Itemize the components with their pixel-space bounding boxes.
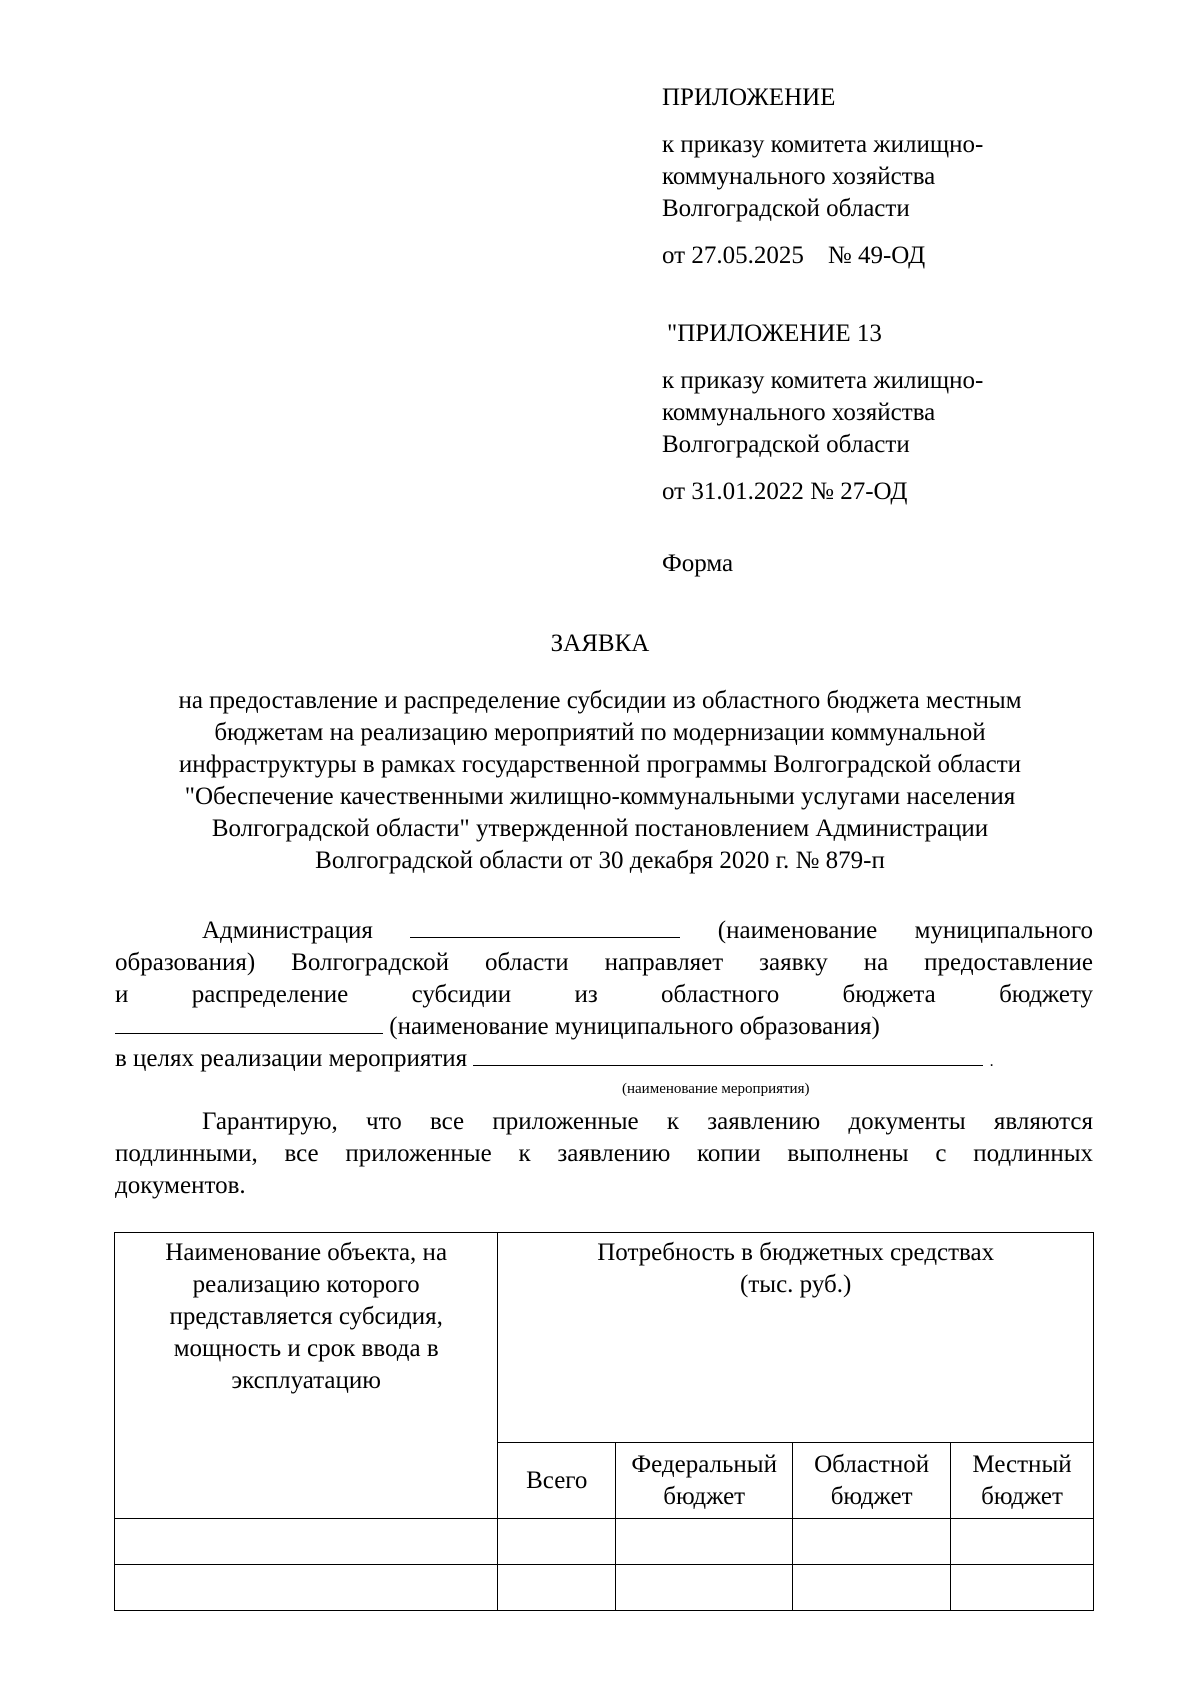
word: и — [115, 981, 129, 1008]
subtitle-line: на предоставление и распределение субсидии из областного бюджета местным — [178, 687, 1022, 714]
purpose-prefix: в целях реализации мероприятия — [115, 1045, 468, 1072]
form-label: Форма — [662, 550, 734, 577]
table-cell[interactable] — [951, 1519, 1094, 1565]
subtitle-line: бюджетам на реализацию мероприятий по модернизации коммунальной — [214, 719, 986, 746]
municipality-hint: (наименование муниципального — [717, 917, 1093, 944]
word: распределение — [191, 981, 349, 1008]
approval-order-line: к приказу комитета жилищно- — [662, 367, 984, 394]
col-regional-header — [793, 1443, 951, 1519]
approval-original — [667, 318, 1147, 350]
table-cell[interactable] — [616, 1519, 793, 1565]
municipality-hint-full: (наименование муниципального образования) — [389, 1013, 880, 1040]
need-header-cell — [498, 1233, 1094, 1443]
table-row — [115, 1565, 1094, 1611]
table-cell[interactable] — [616, 1565, 793, 1611]
header-line: представляется субсидия, — [169, 1303, 443, 1330]
header-line: (тыс. руб.) — [740, 1271, 852, 1298]
header-line: Федеральный — [631, 1450, 777, 1478]
subtitle-line: Волгоградской области от 30 декабря 2020 г. № 879-п — [315, 847, 885, 874]
approval-order-line: к приказу комитета жилищно- — [662, 131, 984, 158]
approval-order-line: коммунального хозяйства — [662, 399, 936, 426]
header-line: реализацию которого — [192, 1271, 420, 1298]
col-federal-header — [616, 1443, 793, 1519]
approval-number: № 49-ОД — [827, 242, 926, 269]
document-title: ЗАЯВКА — [550, 630, 650, 657]
application-text — [115, 915, 1093, 1078]
guarantee-line: документов. — [115, 1172, 246, 1199]
table-cell[interactable] — [498, 1519, 616, 1565]
approval-current — [662, 82, 1142, 272]
subtitle-line: инфраструктуры в рамках государственной программы Волгоградской области — [178, 751, 1022, 778]
municipality-name-blank[interactable] — [410, 915, 680, 938]
approval-date-number: от 31.01.2022 № 27-ОД — [662, 478, 908, 505]
approval-order-line: коммунального хозяйства — [662, 163, 936, 190]
header-line: Наименование объекта, на — [165, 1239, 448, 1266]
application-line-5 — [115, 1043, 1093, 1078]
application-line-3 — [115, 979, 1093, 1011]
subtitle-line: Волгоградской области" утвержденной постановлением Администрации — [211, 815, 989, 842]
guarantee-text — [115, 1106, 1093, 1202]
application-line-1 — [115, 915, 1093, 947]
table-header-row — [115, 1233, 1094, 1443]
table-cell[interactable] — [793, 1565, 951, 1611]
header-line: бюджет — [981, 1482, 1063, 1510]
event-name-blank[interactable] — [473, 1043, 983, 1066]
approval-original-details — [662, 365, 1142, 508]
subtitle-line: "Обеспечение качественными жилищно-коммунальными услугами населения — [184, 783, 1016, 810]
application-line-4 — [115, 1011, 1093, 1043]
budget-need-table — [114, 1232, 1094, 1611]
guarantee-line: Гарантирую, что все приложенные к заявлению документы являются — [202, 1108, 1093, 1135]
object-header-cell — [115, 1233, 498, 1519]
table-cell[interactable] — [793, 1519, 951, 1565]
header-line: Потребность в бюджетных средствах — [597, 1239, 995, 1266]
word: бюджета — [842, 981, 936, 1008]
word: субсидии — [411, 981, 512, 1008]
col-local-header — [951, 1443, 1094, 1519]
header-line: Областной — [814, 1450, 930, 1478]
header-line: Местный — [972, 1450, 1072, 1478]
table-cell[interactable] — [115, 1519, 498, 1565]
header-line: бюджет — [830, 1482, 913, 1510]
administration-word: Администрация — [202, 917, 373, 944]
approval-order-line: Волгоградской области — [662, 195, 910, 222]
table-row — [115, 1519, 1094, 1565]
header-line: эксплуатацию — [231, 1367, 381, 1394]
word: областного — [661, 981, 780, 1008]
header-line: мощность и срок ввода в — [173, 1335, 439, 1362]
word: из — [574, 981, 598, 1008]
table-cell[interactable] — [951, 1565, 1094, 1611]
col-total-header: Всего — [498, 1443, 616, 1519]
approval-heading: ПРИЛОЖЕНИЕ — [662, 84, 836, 111]
event-caption: (наименование мероприятия) — [622, 1081, 810, 1097]
approval-heading: "ПРИЛОЖЕНИЕ 13 — [667, 320, 882, 347]
table-cell[interactable] — [115, 1565, 498, 1611]
document-subtitle — [100, 685, 1100, 877]
word: бюджету — [999, 981, 1094, 1008]
purpose-end: . — [989, 1053, 994, 1070]
budget-municipality-blank[interactable] — [115, 1011, 383, 1034]
header-line: бюджет — [663, 1482, 746, 1510]
approval-date-number — [662, 240, 1142, 272]
guarantee-line: подлинными, все приложенные к заявлению копии выполнены с подлинных — [115, 1140, 1093, 1167]
application-line-2: образования) Волгоградской области направляет заявку на предоставление — [115, 949, 1093, 976]
approval-order-line: Волгоградской области — [662, 431, 910, 458]
approval-date: от 27.05.2025 — [662, 242, 804, 269]
table-cell[interactable] — [498, 1565, 616, 1611]
